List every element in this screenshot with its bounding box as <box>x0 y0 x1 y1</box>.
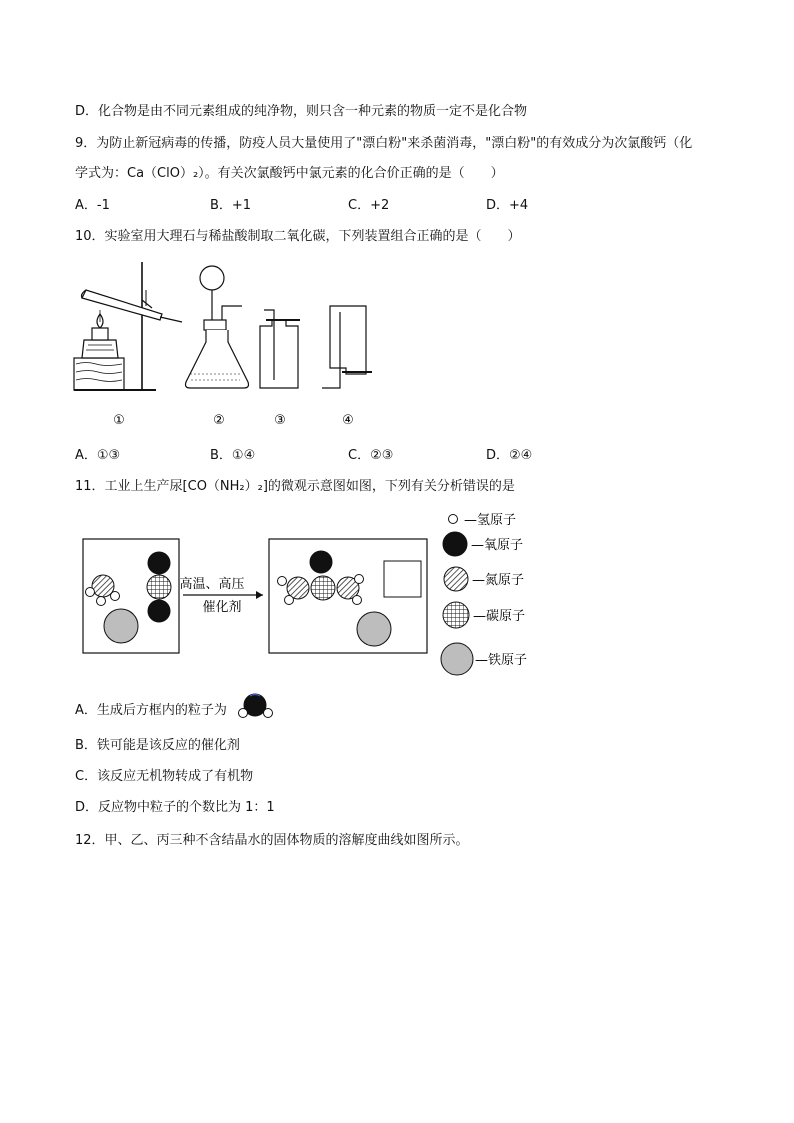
q10-option-c: C．②③ <box>348 448 394 463</box>
apparatus-3-bottle <box>260 310 300 388</box>
apparatus-4-inverted-bottle <box>322 306 372 388</box>
q11-option-b: B．铁可能是该反应的催化剂 <box>75 738 240 753</box>
legend-carbon-label: —碳原子 <box>473 609 526 624</box>
q11-option-a: A．生成后方框内的粒子为 <box>75 703 227 718</box>
reactant-co2-molecule <box>147 552 171 622</box>
reactant-iron-atom <box>104 609 138 643</box>
q9-stem-line1: 9．为防止新冠病毒的传播，防疫人员大量使用了"漂白粉"来杀菌消毒，"漂白粉"的有效成分为次氯酸钙（化 <box>75 136 693 151</box>
q12-stem: 12．甲、乙、丙三种不含结晶水的固体物质的溶解度曲线如图所示。 <box>75 833 469 848</box>
legend-carbon-symbol <box>443 602 469 628</box>
apparatus-label-3: ③ <box>274 413 286 428</box>
reaction-arrowhead <box>256 591 263 599</box>
q10-stem: 10．实验室用大理石与稀盐酸制取二氧化碳，下列装置组合正确的是（ ） <box>75 229 521 244</box>
q9-option-b: B．+1 <box>210 198 252 213</box>
reaction-condition-bottom: 催化剂 <box>202 600 242 615</box>
q9-option-d: D．+4 <box>486 198 529 213</box>
apparatus-label-4: ④ <box>342 413 354 428</box>
product-iron-atom <box>357 612 391 646</box>
q10-option-d: D．②④ <box>486 448 533 463</box>
legend-nitrogen-symbol <box>444 567 468 591</box>
legend-oxygen-label: —氧原子 <box>471 538 524 553</box>
legend-iron-label: —铁原子 <box>475 653 528 668</box>
q11-reaction-diagram <box>75 505 555 680</box>
q10-option-a: A．①③ <box>75 448 121 463</box>
q11-option-d: D．反应物中粒子的个数比为 1：1 <box>75 800 275 815</box>
unknown-product-box <box>384 561 421 597</box>
q9-stem-line2: 学式为：Ca（ClO）₂）。有关次氯酸钙中氯元素的化合价正确的是（ ） <box>75 166 504 181</box>
q11-stem: 11．工业上生产尿[CO（NH₂）₂]的微观示意图如图，下列有关分析错误的是 <box>75 479 515 494</box>
apparatus-1-heating-setup <box>74 262 182 390</box>
legend-iron-symbol <box>441 643 473 675</box>
q11-option-c: C．该反应无机物转成了有机物 <box>75 769 254 784</box>
q9-option-a: A．-1 <box>75 198 110 213</box>
legend-hydrogen-label: —氢原子 <box>464 513 517 528</box>
q11-option-a-water-molecule-icon <box>236 692 276 724</box>
q10-option-b: B．①④ <box>210 448 256 463</box>
legend-oxygen-symbol <box>443 532 467 556</box>
reaction-condition-top: 高温、高压 <box>179 577 245 592</box>
apparatus-2-flask-setup <box>186 266 249 388</box>
legend-hydrogen-symbol <box>449 515 458 524</box>
atom-legend <box>441 515 473 676</box>
apparatus-label-2: ② <box>213 413 225 428</box>
apparatus-label-1: ① <box>113 413 125 428</box>
legend-nitrogen-label: —氮原子 <box>472 573 525 588</box>
q8-option-d: D．化合物是由不同元素组成的纯净物，则只含一种元素的物质一定不是化合物 <box>75 104 528 119</box>
q9-option-c: C．+2 <box>348 198 390 213</box>
q10-apparatus-figure <box>60 250 400 435</box>
